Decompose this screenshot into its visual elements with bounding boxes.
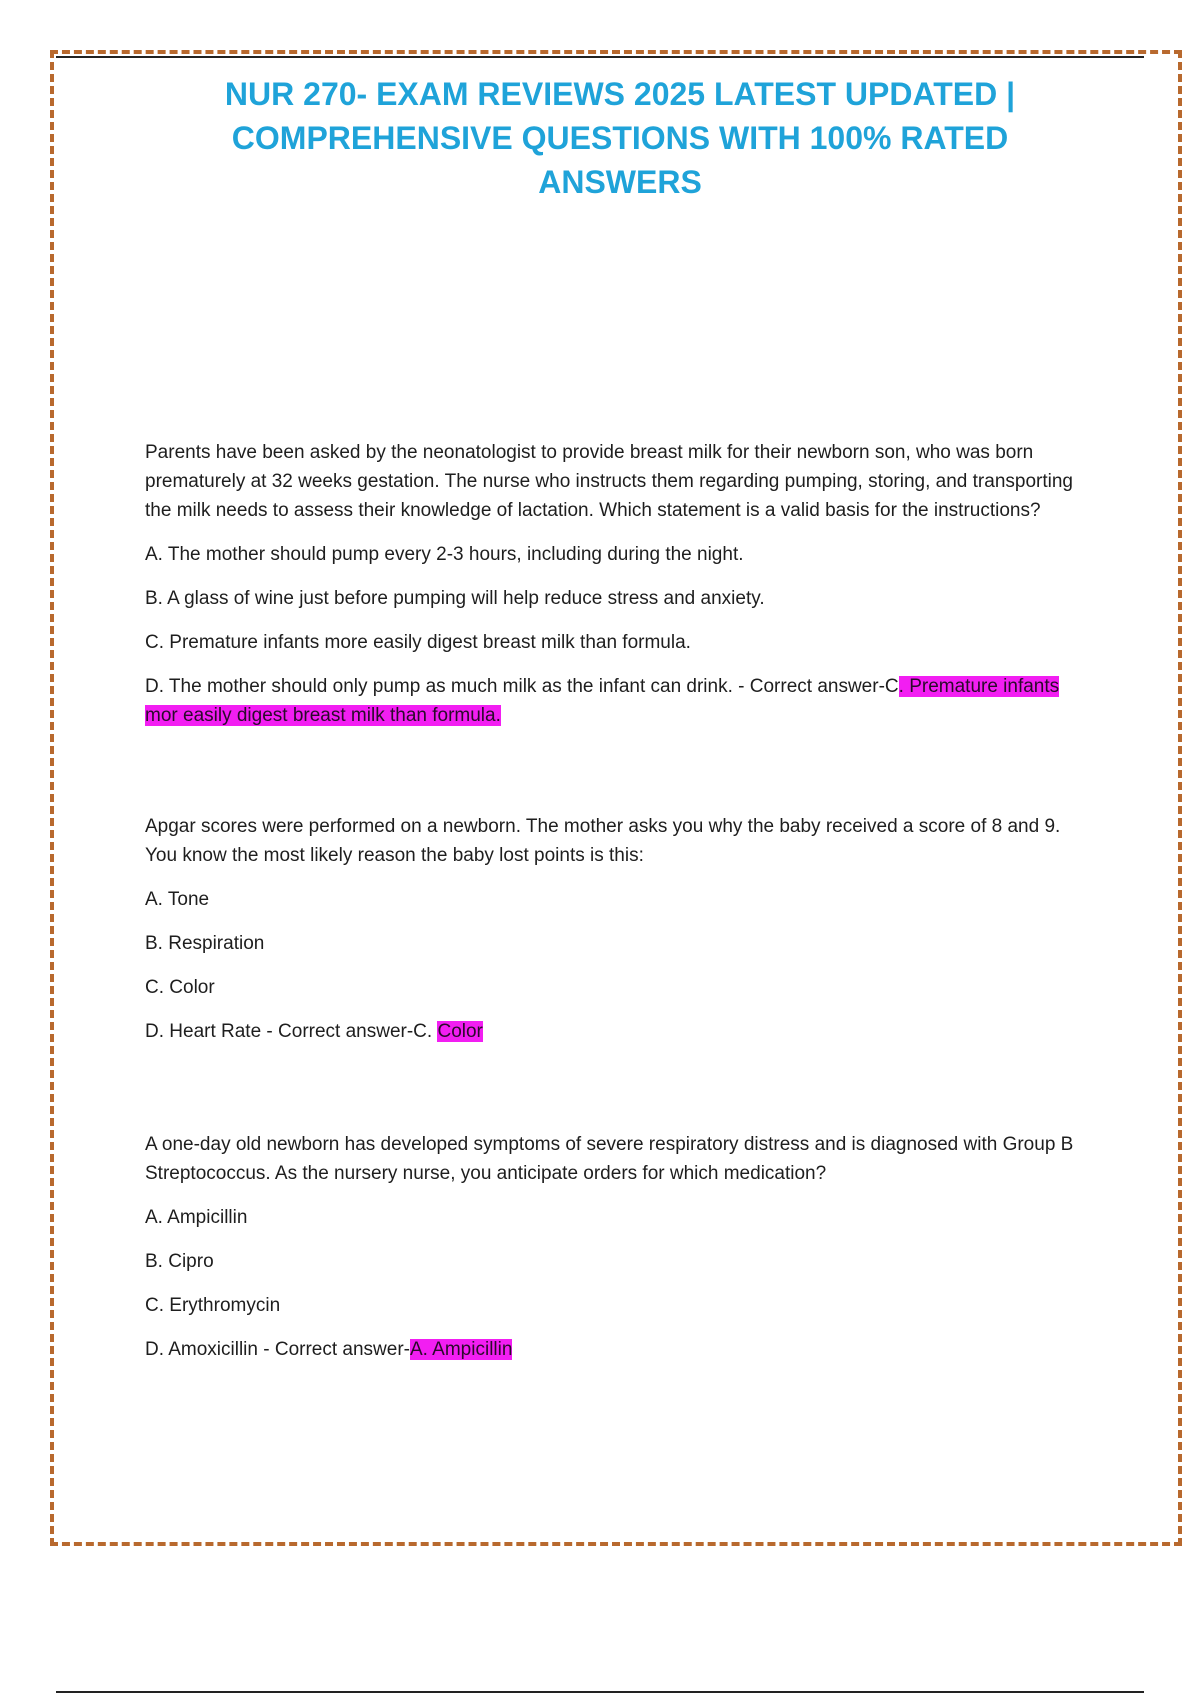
option-d: D. Amoxicillin - Correct answer- [145, 1339, 410, 1360]
document-title [130, 72, 1110, 204]
option-c: C. Color [145, 977, 215, 998]
question-stem: Apgar scores were performed on a newborn. The mother asks you why the baby received a score of 8 and 9. You know the most likely reason the baby lost points is this: [145, 816, 1061, 866]
option-b: B. Respiration [145, 933, 265, 954]
correct-answer-highlight: A. Ampicillin [410, 1339, 513, 1360]
option-a: A. The mother should pump every 2-3 hours, including during the night. [145, 544, 744, 565]
option-c: C. Premature infants more easily digest breast milk than formula. [145, 632, 691, 653]
option-d-with-answer [145, 1017, 1085, 1046]
question-2 [145, 812, 1085, 1046]
option-b: B. Cipro [145, 1251, 214, 1272]
option-a: A. Ampicillin [145, 1207, 248, 1228]
option-d: D. The mother should only pump as much milk as the infant can drink. - Correct answer-C [145, 676, 899, 697]
question-stem: Parents have been asked by the neonatologist to provide breast milk for their newborn son, who was born prematurely at 32 weeks gestation. The nurse who instructs them regarding pumping, storing, and transporting the milk needs to assess their knowledge of lactation. Which statement is a valid basis for the instructions? [145, 442, 1073, 521]
top-rule [56, 56, 1144, 58]
option-d-with-answer [145, 1335, 1085, 1364]
title-line-2: COMPREHENSIVE QUESTIONS WITH 100% RATED [231, 120, 1009, 156]
question-3 [145, 1130, 1085, 1364]
questions-content [145, 438, 1085, 1446]
correct-answer-highlight: Color [437, 1021, 483, 1042]
option-b: B. A glass of wine just before pumping will help reduce stress and anxiety. [145, 588, 765, 609]
question-1 [145, 438, 1085, 730]
title-line-3: ANSWERS [538, 164, 702, 200]
question-stem: A one-day old newborn has developed symptoms of severe respiratory distress and is diagnosed with Group B Streptococcus. As the nursery nurse, you anticipate orders for which medication? [145, 1134, 1074, 1184]
bottom-rule [56, 1691, 1144, 1693]
option-d: D. Heart Rate - Correct answer-C. [145, 1021, 438, 1042]
option-a: A. Tone [145, 889, 210, 910]
title-line-1: NUR 270- EXAM REVIEWS 2025 LATEST UPDATED | [224, 76, 1016, 112]
correct-answer-highlight: . Premature infants mor easily digest breast milk than formula. [145, 676, 1060, 726]
option-d-with-answer [145, 672, 1085, 730]
option-c: C. Erythromycin [145, 1295, 281, 1316]
